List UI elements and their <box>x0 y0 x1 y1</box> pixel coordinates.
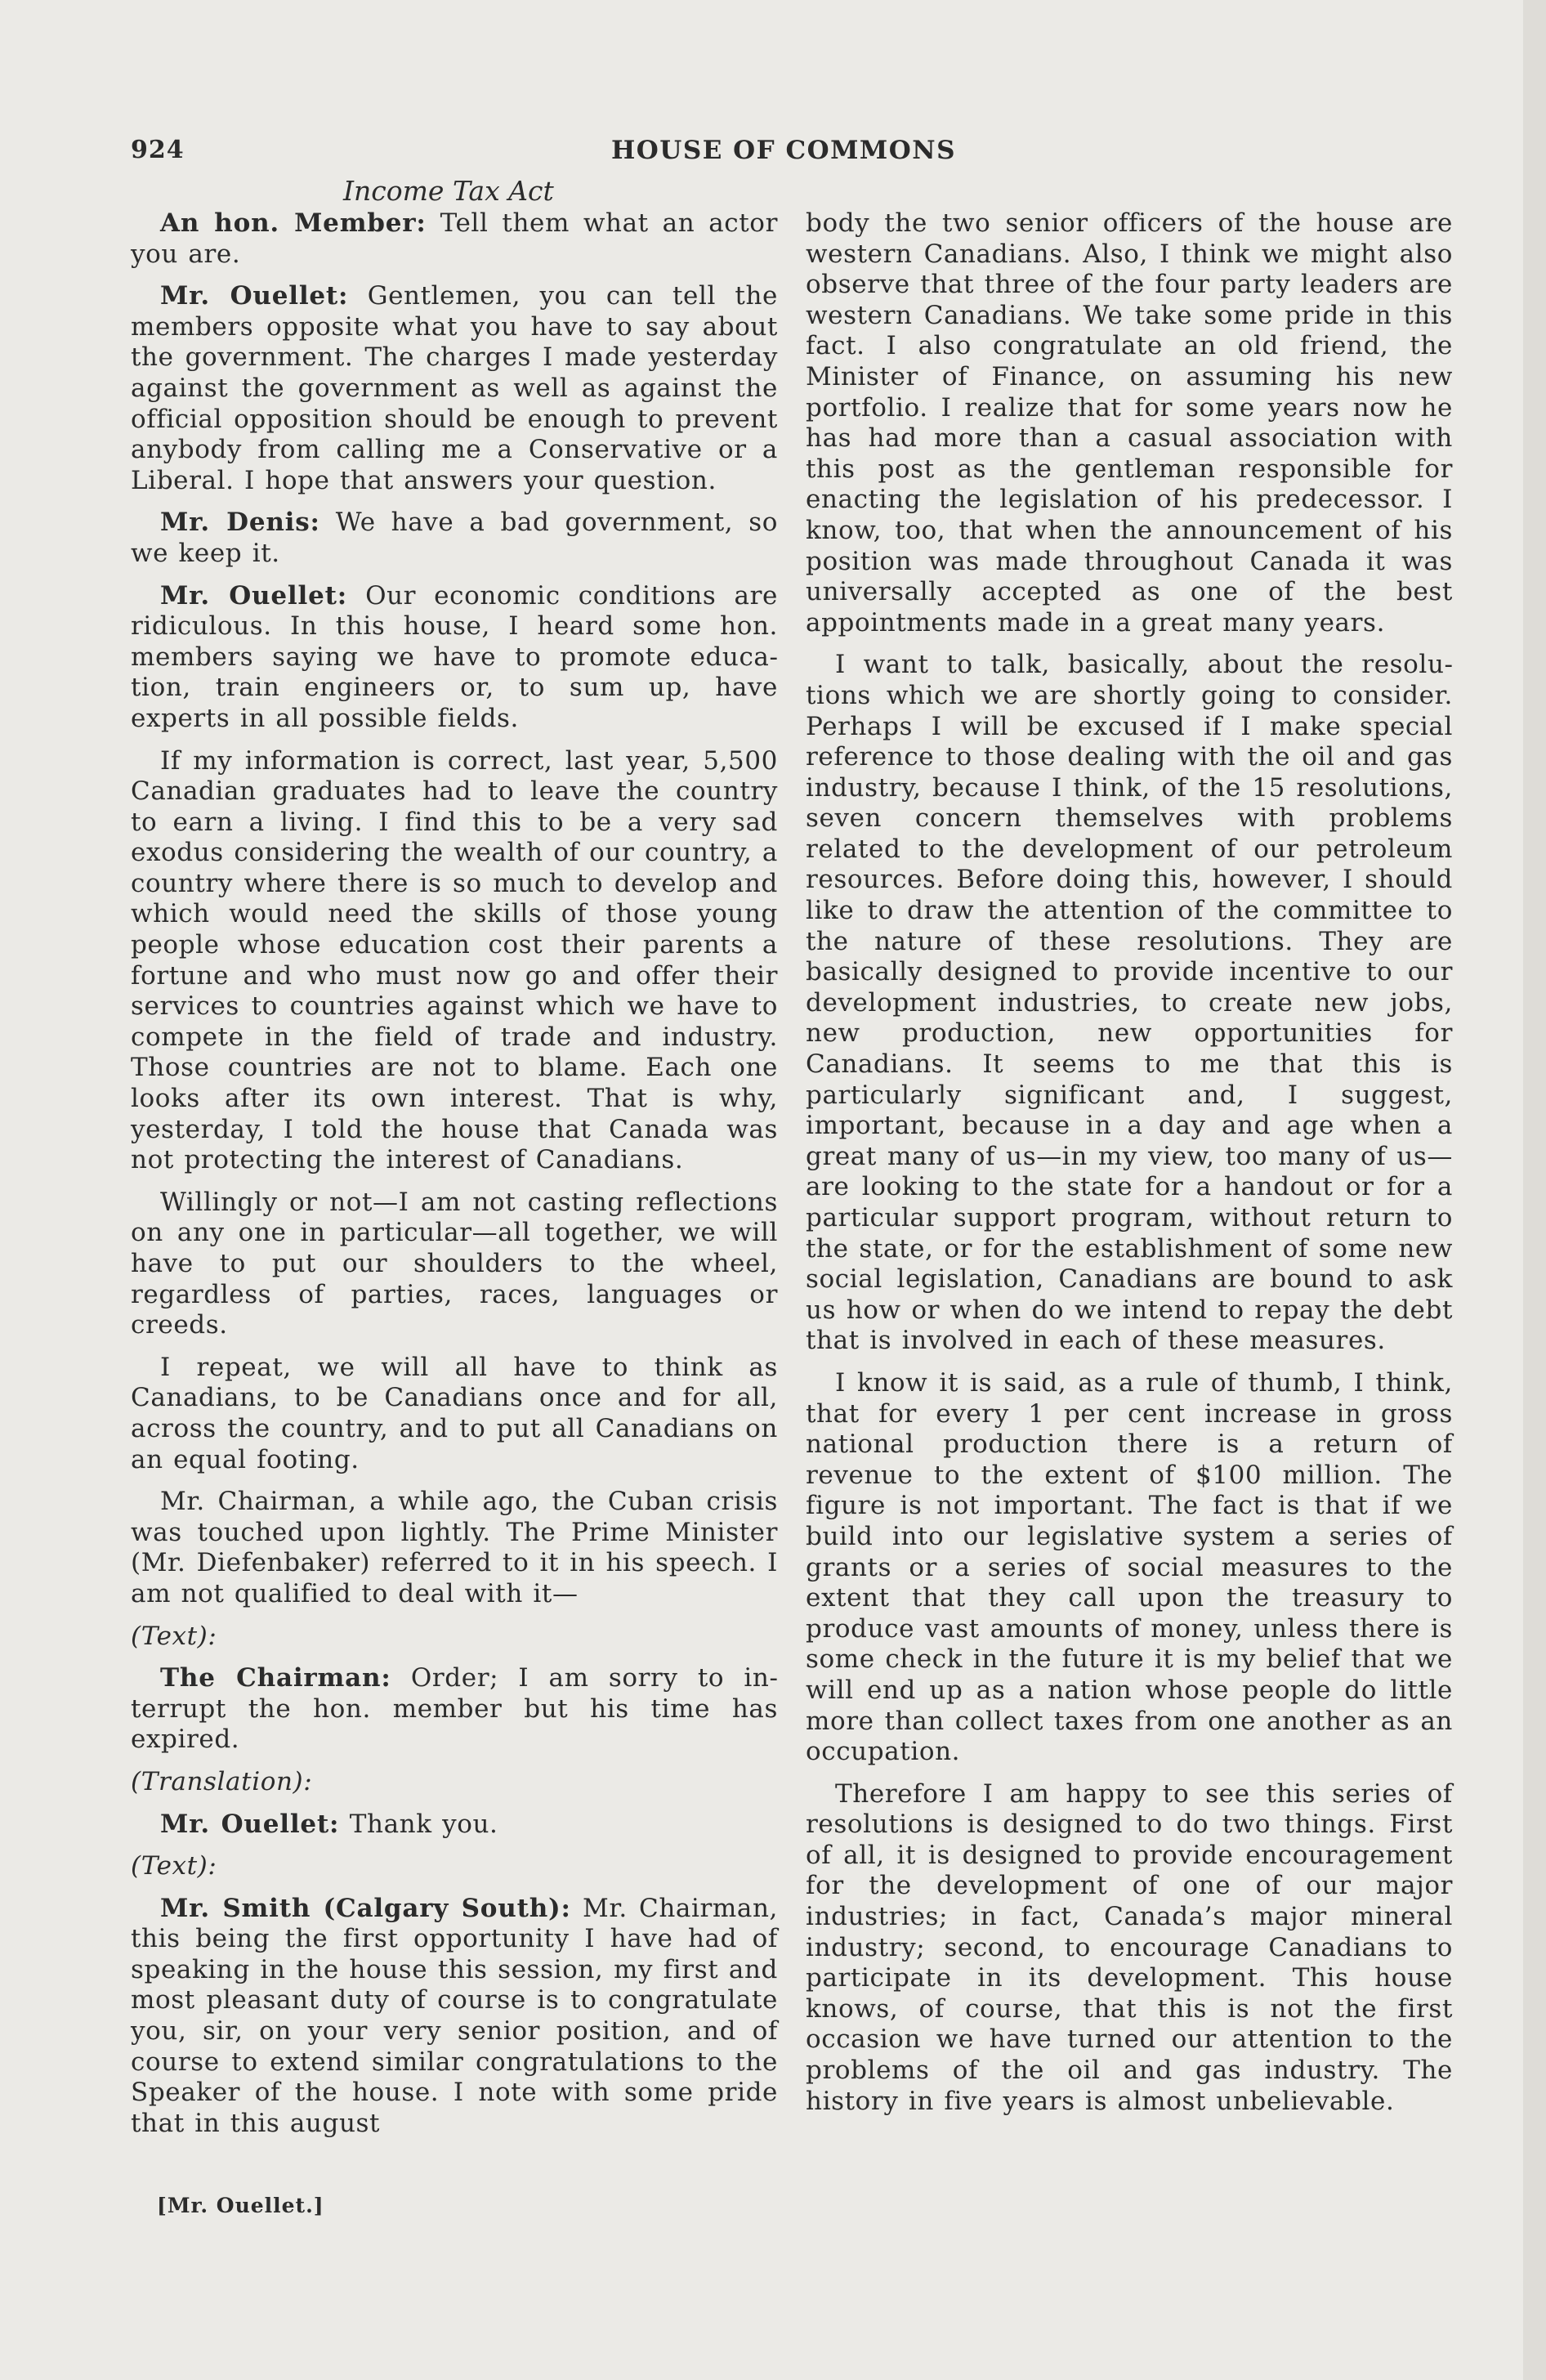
running-head: HOUSE OF COMMONS <box>611 136 956 165</box>
paragraph-text: We have a bad government, so we keep it. <box>131 508 778 568</box>
paragraph-text: Willingly or not—I am not casting reflections on any one in particular—all together, we will have to put our shoulders to the wheel, regardless of parties, races, languages or creeds. <box>131 1187 778 1340</box>
paragraph-text: I want to talk, basically, about the resolutions which we are shortly going to consider. Perhaps I will be excused if I make special reference to those dealing with the oil and gas industry, because I think, of the 15 resolutions, seven concern themselves with problems related to the development of our petroleum resources. Before doing this, however, I should like to draw the attention of the committee to the nature of these resolutions. They are basically designed to provide incentive to our development industries, to create new jobs, new production, new opportunities for Canadians. It seems to me that this is particularly significant and, I suggest, important, because in a day and age when a great many of us—in my view, too many of us—are looking to the state for a handout or for a particular support program, without return to the state, or for the establishment of some new social legislation, Canadians are bound to ask us how or when do we intend to repay the debt that is involved in each of these measures. <box>806 650 1453 1356</box>
paragraph <box>131 208 778 270</box>
paragraph-text: I repeat, we will all have to think as Canadians, to be Canadians once and for all, across the country, and to put all Canadians on an equal footing. <box>131 1352 778 1474</box>
footer-speaker-tag: [Mr. Ouellet.] <box>157 2194 324 2217</box>
paragraph <box>806 1368 1453 1768</box>
paragraph <box>131 1188 778 1341</box>
speaker-name: An hon. Member: <box>160 208 427 238</box>
speaker-name: Mr. Ouellet: <box>160 580 347 611</box>
speaker-name: Mr. Smith (Calgary South): <box>160 1893 571 1923</box>
section-title: Income Tax Act <box>343 175 554 207</box>
left-column <box>131 208 778 2150</box>
paragraph-text: body the two senior officers of the house are western Canadians. Also, I think we might also observe that three of the four party leaders are western Canadians. We take some pride in this fact. I also congratulate an old friend, the Minister of Finance, on assuming his new portfolio. I realize that for some years now he has had more than a casual association with this post as the gentleman responsible for enacting the legislation of his predecessor. I know, too, that when the announcement of his position was made throughout Canada it was universally accepted as one of the best appointments made in a great many years. <box>806 208 1453 638</box>
paragraph-text: Gentlemen, you can tell the members opposite what you have to say about the government. The charges I made yesterday against the government as well as against the official opposition should be enough to prevent anybody from calling me a Conservative or a Liberal. I hope that answers your question. <box>131 281 778 495</box>
paragraph-text: I know it is said, as a rule of thumb, I think, that for every 1 per cent increase in gross national production there is a return of revenue to the extent of $100 million. The figure is not important. The fact is that if we build into our legislative system a series of grants or a series of social measures to the extent that they call upon the treasury to produce vast amounts of money, unless there is some check in the future it is my belief that we will end up as a nation whose people do little more than collect taxes from one another as an occupation. <box>806 1367 1453 1767</box>
page-edge <box>1523 0 1546 2380</box>
paragraph-text: Our economic conditions are ridiculous. In this house, I heard some hon. members saying we have to promote education, train engineers or, to sum up, have experts in all possible fields. <box>131 580 778 733</box>
language-label: (Text): <box>131 1851 217 1881</box>
paragraph <box>806 208 1453 638</box>
paragraph <box>131 508 778 569</box>
paragraph-text: Tell them what an actor you are. <box>131 208 778 269</box>
paragraph-text: Thank you. <box>339 1809 498 1839</box>
paragraph <box>131 1894 778 2140</box>
paragraph <box>131 746 778 1176</box>
speaker-name: Mr. Denis: <box>160 508 320 538</box>
right-column <box>806 208 1453 2128</box>
language-label: (Translation): <box>131 1766 313 1796</box>
speaker-name: Mr. Ouellet: <box>160 1809 340 1839</box>
paragraph <box>131 581 778 735</box>
paragraph-text: Mr. Chairman, this being the first opportunity I have had of speaking in the house this session, my first and most pleasant duty of course is to congratulate you, sir, on your very senior position, and of course to extend similar congratulations to the Speaker of the house. I note with some pride that in this august <box>131 1893 778 2138</box>
paragraph-text: Mr. Chairman, a while ago, the Cuban crisis was touched upon lightly. The Prime Minister (Mr. Diefenbaker) referred to it in his speech. I am not qualified to deal with it— <box>131 1487 778 1608</box>
paragraph <box>131 1663 778 1756</box>
page-number: 924 <box>131 136 185 164</box>
paragraph <box>131 281 778 496</box>
paragraph <box>131 1810 778 1841</box>
paragraph-text: Therefore I am happy to see this series of resolutions is designed to do two things. First of all, it is designed to provide encouragement for the development of one of our major industries; in fact, Canada’s major mineral industry; second, to encourage Canadians to participate in its development. This house knows, of course, that this is not the first occasion we have turned our attention to the problems of the oil and gas industry. The history in five years is almost unbelievable. <box>806 1778 1453 2116</box>
paragraph <box>806 650 1453 1357</box>
speaker-name: The Chairman: <box>160 1663 391 1693</box>
speaker-name: Mr. Ouellet: <box>160 281 349 311</box>
paragraph-text: Order; I am sorry to interrupt the hon. member but his time has expired. <box>131 1663 778 1755</box>
language-label: (Text): <box>131 1621 217 1651</box>
paragraph <box>131 1487 778 1609</box>
paragraph-text: If my information is correct, last year, 5,500 Canadian graduates had to leave the country to earn a living. I find this to be a very sad exodus considering the wealth of our country, a country where there is so much to develop and which would need the skills of those young people whose education cost their parents a fortune and who must now go and offer their services to countries against which we have to compete in the field of trade and industry. Those countries are not to blame. Each one looks after its own interest. That is why, yesterday, I told the house that Canada was not protecting the interest of Canadians. <box>131 745 778 1175</box>
paragraph <box>131 1353 778 1475</box>
paragraph <box>806 1779 1453 2118</box>
